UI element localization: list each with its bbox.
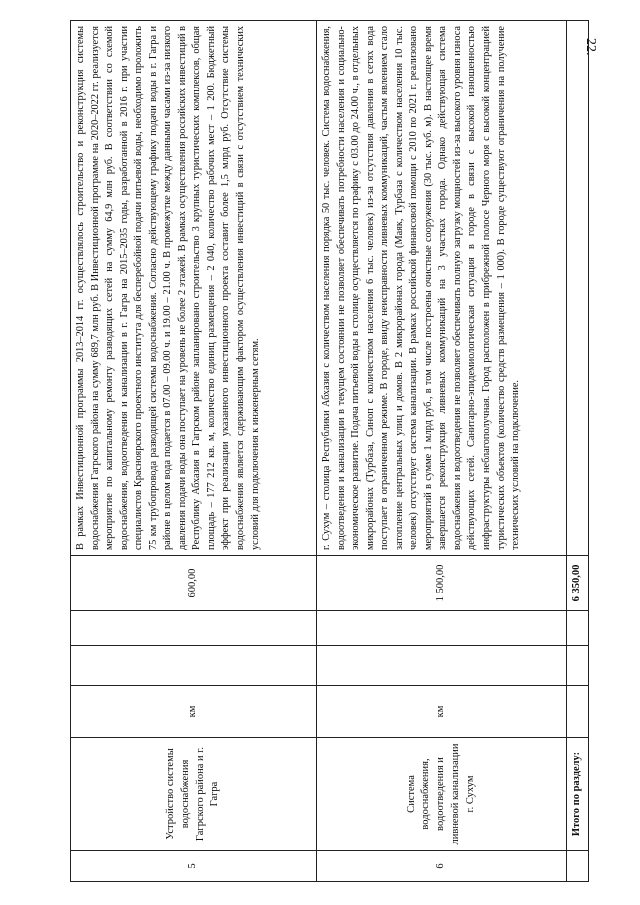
project-name: Система водоснабжения, водоотведения и ливневой канализации г. Сухум	[317, 738, 567, 851]
empty-cell	[71, 611, 317, 646]
total-row	[567, 21, 589, 882]
unit-cell: км	[71, 686, 317, 738]
total-label: Итого по разделу:	[567, 738, 589, 851]
cost-cell: 600,00	[71, 556, 317, 611]
empty-cell	[71, 646, 317, 686]
cost-cell: 1 500,00	[317, 556, 567, 611]
project-name: Устройство системы водоснабжения Гагрского района и г. Гагра	[71, 738, 317, 851]
empty-cell	[317, 646, 567, 686]
table-row	[71, 21, 317, 882]
page-number: 22.	[583, 38, 598, 56]
row-number: 6	[317, 851, 567, 882]
empty-cell	[317, 611, 567, 646]
table-row	[317, 21, 567, 882]
empty-cell	[567, 611, 589, 646]
row-number: 5	[71, 851, 317, 882]
description-cell: В рамках Инвестиционной программы 2013–2014 гг. осуществлялось строительство и реконструкция системы водоснабжения Гагрского района на сумму 689,7 млн руб. В Инвестиционной программе на 2020–2022 гг. реализуется мероприятие по капитальному ремонту разводящих сетей на сумму 64,9 млн руб. В соответствии со схемой водоснабжения, водоотведения и канализации в г. Гагра на 2015–2035 годы, разработанной в 2016 г. при участии специалистов Красноярского проектного института для бесперебойной подачи питьевой воды, необходимо проложить 75 км трубопровода разводящей системы водоснабжения. Согласно действующему графику подачи воды в г. Гагра и районе в целом вода подается в 07.00 – 09.00 ч. и 19.00 – 21.00 ч. В промежутке между данными часами из-за низкого давления подачи воды она поступает на уровень не более 2 этажей. В рамках осуществления российских инвестиций в Республику Абхазия в Гагрском районе запланировано строительство 3 крупных туристических комплексов, общая площадь – 177 212 кв. м, количество единиц размещения – 2 040, количество рабочих мест – 1 200. Бюджетный эффект при реализации указанного инвестиционного проекта составит более 1,5 млрд руб. Отсутствие системы водоснабжения является сдерживающим фактором осуществления инвестиций в связи с отсутствием технических условий для подключения к инженерным сетям.	[71, 21, 317, 556]
empty-cell	[567, 851, 589, 882]
empty-cell	[567, 21, 589, 556]
unit-cell: км	[317, 686, 567, 738]
projects-table	[70, 20, 589, 882]
total-value: 6 350,00	[567, 556, 589, 611]
description-cell: г. Сухум – столица Республики Абхазия с количеством населения порядка 50 тыс. человек. Система водоснабжения, водоотведения и канализации в текущем состоянии не позволяет обеспечивать потребности населения и социально-экономическое развитие. Подача питьевой воды в столице осуществляется по графику с 03.00 до 24.00 ч., в отдельных микрорайонах (Турбаза, Синоп с количеством населения 6 тыс. человек) из-за отсутствия давления в сетях вода поступает в ограниченном режиме. В городе, ввиду неисправности ливневых коммуникаций, частым явлением стало затопление центральных улиц и домов. В 2 микрорайонах города (Маяк, Турбаза с количеством населения 10 тыс. человек) отсутствует система канализации. В рамках российской финансовой помощи с 2010 по 2021 г. реализовано мероприятий в сумме 1 млрд руб., в том числе построены очистные сооружения (30 тыс. куб. м). В настоящее время завершается реконструкция ливневых коммуникаций на 3 участках города. Однако действующая система водоснабжения и водоотведения не позволяет обеспечивать полную загрузку мощностей из-за высокого уровня износа действующих сетей. Санитарно-эпидемиологическая ситуация в городе в связи с высокой изношенностью инфраструктуры неблагополучная. Город расположен в прибрежной полосе Черного моря с высокой концентрацией туристических объектов (количество средств размещения – 1 000). В городе существуют ограничения на получение технических условий на подключение.	[317, 21, 567, 556]
rotated-page-content	[70, 20, 588, 882]
empty-cell	[567, 646, 589, 686]
empty-cell	[567, 686, 589, 738]
